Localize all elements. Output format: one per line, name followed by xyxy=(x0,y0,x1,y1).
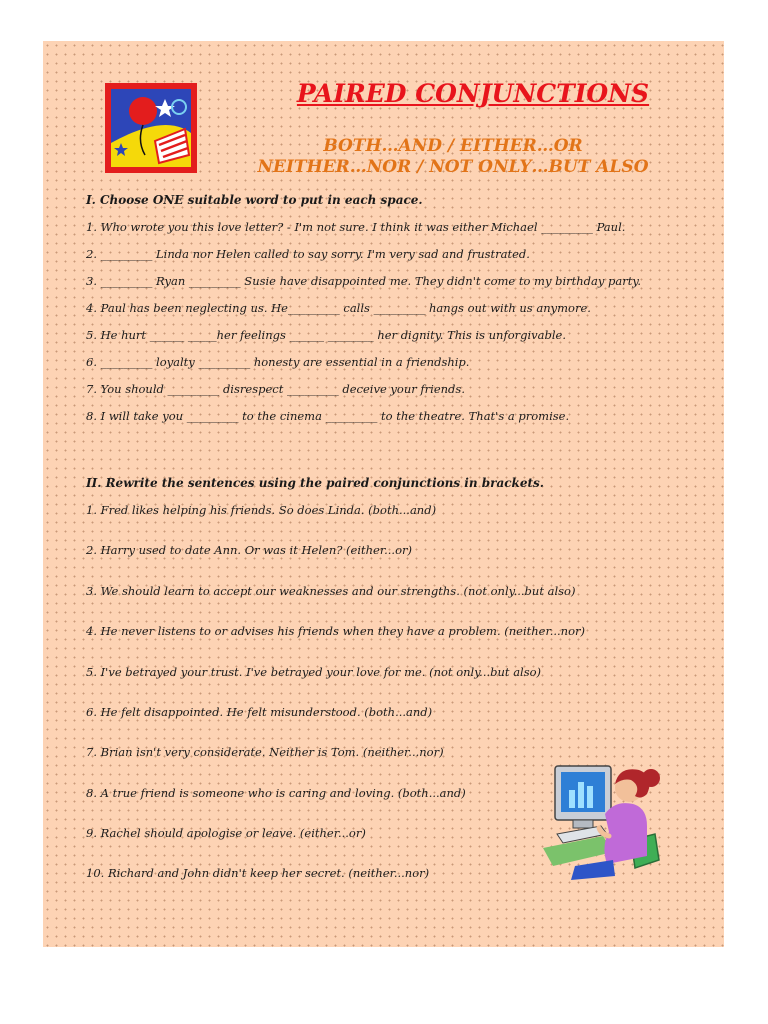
exercise-1-item: 7. You should _________ disrespect _________ deceive your friends. xyxy=(86,382,465,396)
section-1-heading: I. Choose ONE suitable word to put in each space. xyxy=(86,193,423,207)
exercise-2-item: 3. We should learn to accept our weaknesses and our strengths. (not only...but also) xyxy=(86,584,576,598)
woman-at-computer-clipart xyxy=(543,756,671,882)
exercise-1-item: 3. _________ Ryan _________ Susie have disappointed me. They didn't come to my birthday party. xyxy=(86,274,642,288)
exercise-2-item: 7. Brian isn't very considerate. Neither is Tom. (neither...nor) xyxy=(86,745,444,759)
exercise-2-item: 6. He felt disappointed. He felt misunderstood. (both...and) xyxy=(86,705,433,719)
exercise-1-item: 6. _________ loyalty _________ honesty are essential in a friendship. xyxy=(86,355,470,369)
exercise-1-item: 4. Paul has been neglecting us. He_________ calls _________ hangs out with us anymore. xyxy=(86,301,591,315)
page-title: PAIRED CONJUNCTIONS xyxy=(296,79,650,108)
page-subtitle xyxy=(233,136,673,178)
exercise-2-item: 1. Fred likes helping his friends. So does Linda. (both...and) xyxy=(86,503,437,517)
exercise-2-item: 5. I've betrayed your trust. I've betrayed your love for me. (not only...but also) xyxy=(86,665,542,679)
subtitle-line-1: BOTH…AND / EITHER…OR xyxy=(323,136,583,156)
party-balloon-clipart xyxy=(105,83,197,173)
exercise-2-item: 9. Rachel should apologise or leave. (either...or) xyxy=(86,826,366,840)
exercise-1-item: 5. He hurt ______ _____her feelings ______ ________ her dignity. This is unforgivable. xyxy=(86,328,567,342)
worksheet-page xyxy=(43,41,724,947)
exercise-2-item: 10. Richard and John didn't keep her secret. (neither...nor) xyxy=(86,866,430,880)
exercise-1-item: 2. _________ Linda nor Helen called to say sorry. I'm very sad and frustrated. xyxy=(86,247,530,261)
exercise-2-item: 4. He never listens to or advises his friends when they have a problem. (neither...nor) xyxy=(86,624,585,638)
section-2-heading: II. Rewrite the sentences using the paired conjunctions in brackets. xyxy=(86,476,544,490)
exercise-1-item: 8. I will take you _________ to the cinema _________ to the theatre. That's a promise. xyxy=(86,409,570,423)
exercise-2-item: 2. Harry used to date Ann. Or was it Helen? (either...or) xyxy=(86,543,412,557)
subtitle-line-2: NEITHER…NOR / NOT ONLY…BUT ALSO xyxy=(257,157,649,177)
exercise-2-item: 8. A true friend is someone who is caring and loving. (both...and) xyxy=(86,786,466,800)
exercise-1-item: 1. Who wrote you this love letter? - I'm not sure. I think it was either Michael _________ Paul. xyxy=(86,220,626,234)
